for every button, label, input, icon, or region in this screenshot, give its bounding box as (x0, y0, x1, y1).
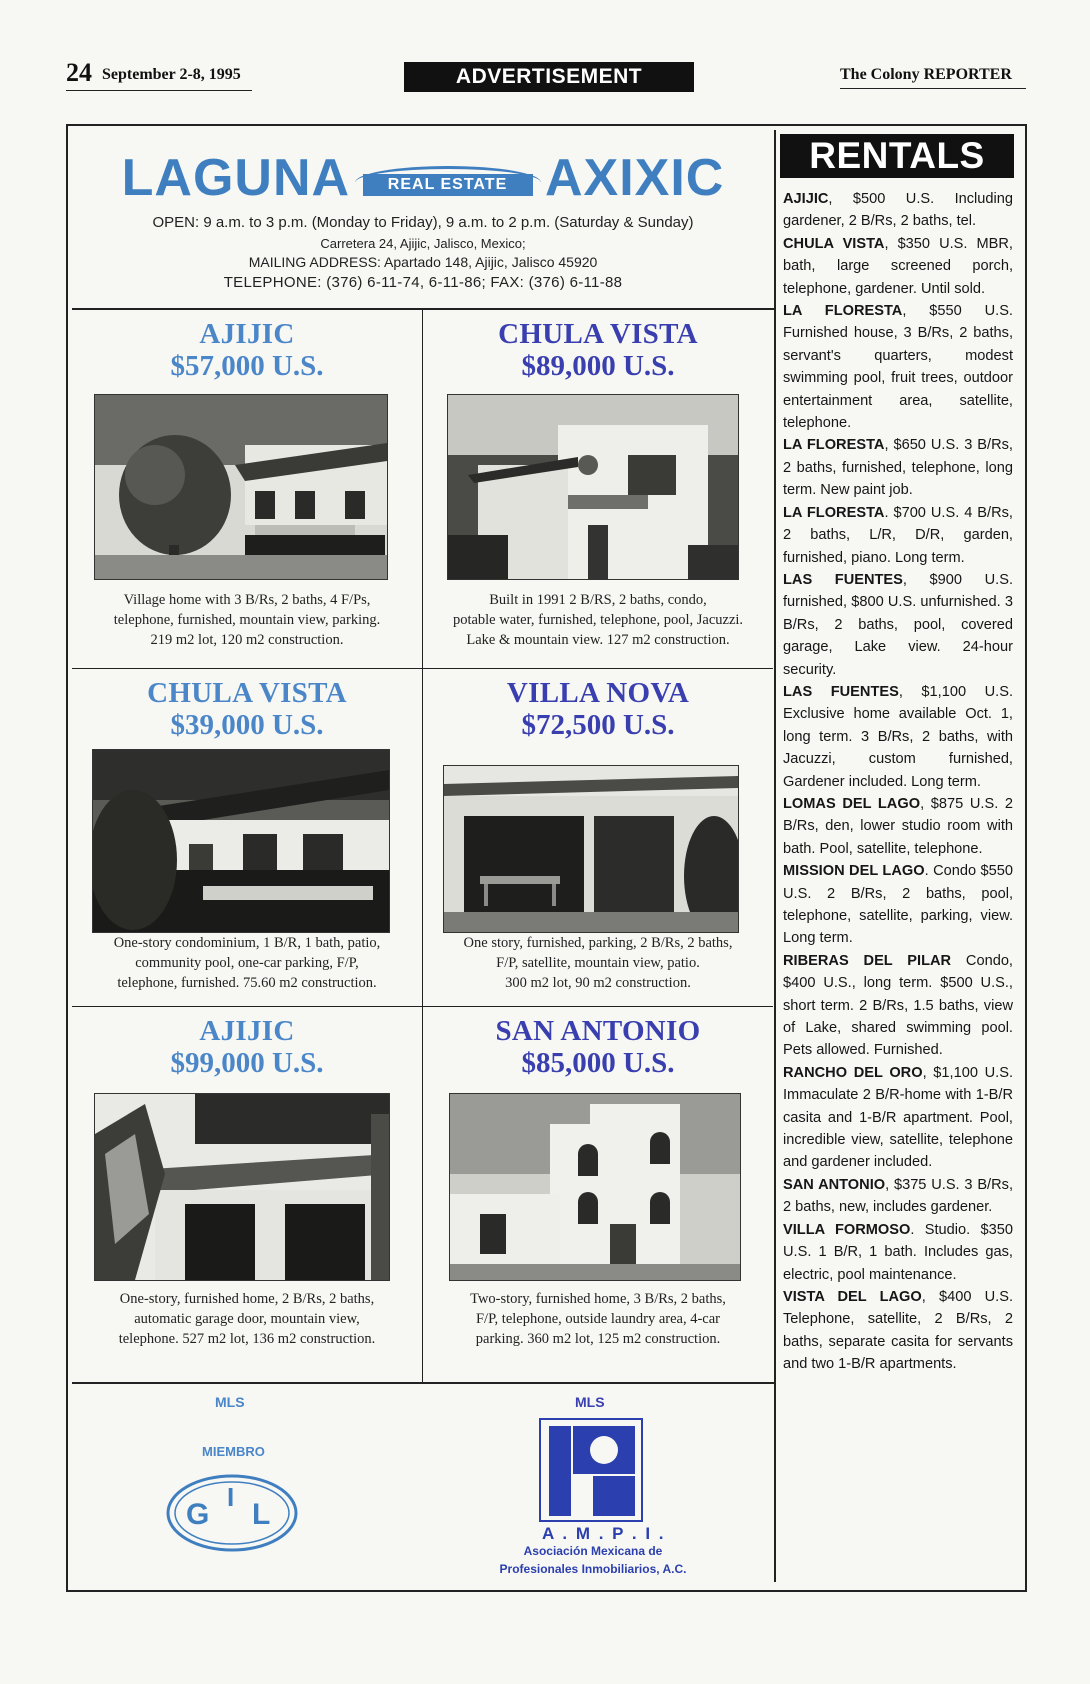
rental-place: LA FLORESTA (783, 437, 885, 454)
listing-description-line: Built in 1991 2 B/RS, 2 baths, condo, (489, 592, 707, 608)
rental-item (783, 569, 1013, 681)
listing-location: CHULA VISTA (147, 677, 347, 709)
mls-label-right: MLS (575, 1394, 605, 1410)
listing-description (427, 590, 769, 650)
rental-place: LOMAS DEL LAGO (783, 795, 921, 812)
rental-details: , $500 U.S. Including gardener, 2 B/Rs, 2 baths, tel. (783, 191, 1013, 230)
rental-item (783, 950, 1013, 1062)
rental-place: MISSION DEL LAGO (783, 863, 925, 880)
ampi-acronym: A . M . P . I . (542, 1524, 666, 1543)
rental-item (783, 860, 1013, 950)
rental-details: . Studio. $350 U.S. 1 B/R, 1 bath. Includes gas, electric, pool maintenance. (783, 1221, 1013, 1283)
office-hours: OPEN: 9 a.m. to 3 p.m. (Monday to Friday), 9 a.m. to 2 p.m. (Saturday & Sunday) (152, 214, 694, 231)
rental-item (783, 1174, 1013, 1219)
newspaper-name: The Colony REPORTER (840, 66, 1012, 83)
listing-description (76, 933, 418, 993)
masthead-rule-left (66, 90, 252, 91)
listing-description-line: 219 m2 lot, 120 m2 construction. (150, 632, 344, 648)
listing-description-line: 300 m2 lot, 90 m2 construction. (505, 975, 691, 991)
ampi-logo-icon (539, 1418, 643, 1522)
listing-description (76, 590, 418, 650)
listing-location: SAN ANTONIO (495, 1015, 701, 1047)
rentals-title: RENTALS (780, 134, 1014, 178)
listing-description-line: telephone, furnished. 75.60 m2 construction. (117, 975, 377, 991)
rental-details: , $400 U.S. Telephone, satellite, 2 B/Rs, 2 baths, separate casita for servants and two 1-B/R apartments. (783, 1288, 1013, 1373)
rental-item (783, 188, 1013, 233)
affiliation-logos (72, 1382, 774, 1582)
rental-details: , $1,100 U.S. Exclusive home available Oct. 1, long term. 3 B/Rs, 2 baths, with Jacuzzi, custom furnished, Gardener included. Long term. (783, 683, 1013, 790)
listing-description-line: Lake & mountain view. 127 m2 construction. (466, 632, 730, 648)
rental-details: , $1,100 U.S. Immaculate 2 B/R-home with 1-B/R casita and 1-B/R apartment. Pool, incredible view, satellite, telephone and gardener included. (783, 1064, 1014, 1171)
listing-description-line: telephone, furnished, mountain view, parking. (113, 612, 381, 628)
ampi-name-line-1: Asociación Mexicana de (523, 1544, 663, 1558)
rentals-list (783, 188, 1013, 1376)
listing-description-line: automatic garage door, mountain view, (134, 1311, 360, 1327)
rental-details: Condo, $400 U.S., long term. $500 U.S., short term. 2 B/Rs, 1.5 baths, view of Lake, shared swimming pool. Pets allowed. Furnished. (783, 952, 1013, 1059)
listing-price: $57,000 U.S. (170, 350, 324, 382)
gil-letter-i: I (227, 1482, 235, 1512)
rentals-column (776, 130, 1019, 1582)
rental-place: LA FLORESTA (783, 504, 885, 521)
page-number: 24 (66, 58, 92, 87)
rental-place: LA FLORESTA (783, 303, 903, 320)
rental-details: , $650 U.S. 3 B/Rs, 2 baths, furnished, telephone, long term. New paint job. (783, 437, 1013, 499)
rental-item (783, 1062, 1013, 1174)
miembro-label: MIEMBRO (202, 1444, 265, 1459)
gil-letter-l: L (252, 1498, 271, 1531)
gil-letter-g: G (186, 1498, 210, 1531)
rental-details: . Condo $550 U.S. 2 B/Rs, 2 baths, pool, telephone, satellite, parking, view. Long term. (783, 863, 1013, 947)
listing-description-line: Two-story, furnished home, 3 B/Rs, 2 baths, (470, 1291, 726, 1307)
listing-photo (94, 394, 388, 580)
listing-location: AJIJIC (199, 1015, 295, 1047)
gil-logo (164, 1472, 300, 1554)
listing-description (427, 933, 769, 993)
listing-description (427, 1289, 769, 1349)
telephone-fax: TELEPHONE: (376) 6-11-74, 6-11-86; FAX: (376) 6-11-88 (223, 274, 623, 291)
rental-item (783, 793, 1013, 860)
listing-photo (94, 1093, 390, 1281)
listing-price: $39,000 U.S. (170, 709, 324, 741)
listing-price: $85,000 U.S. (521, 1047, 675, 1079)
rental-place: VILLA FORMOSO (783, 1221, 911, 1238)
agency-advertisement (72, 130, 776, 1582)
rental-item (783, 233, 1013, 300)
rental-place: AJIJIC (783, 191, 829, 207)
mailing-address: MAILING ADDRESS: Apartado 148, Ajijic, Jalisco 45920 (248, 254, 598, 270)
listing-card (72, 669, 423, 1007)
listing-location: CHULA VISTA (498, 318, 698, 350)
rental-details: , $550 U.S. Furnished house, 3 B/Rs, 2 baths, servant's quarters, modest swimming pool, fruit trees, outdoor entertainment area, satellite, telephone. (783, 303, 1013, 432)
rental-item (783, 1286, 1013, 1376)
rental-place: RANCHO DEL ORO (783, 1064, 923, 1081)
agency-header (72, 130, 774, 310)
rental-place: LAS FUENTES (783, 683, 899, 700)
listing-photo (447, 394, 739, 580)
listing-description-line: F/P, telephone, outside laundry area, 4-car (475, 1311, 720, 1327)
listing-location: AJIJIC (199, 318, 295, 350)
listing-card (423, 669, 773, 1007)
rental-details: . $700 U.S. 4 B/Rs, 2 baths, L/R, D/R, garden, furnished, piano. Long term. (783, 504, 1013, 566)
listing-description-line: F/P, satellite, mountain view, patio. (496, 955, 700, 971)
rental-place: LAS FUENTES (783, 571, 903, 588)
listing-description-line: telephone. 527 m2 lot, 136 m2 construction. (118, 1331, 376, 1347)
logo-word-axixic: AXIXIC (544, 149, 725, 207)
listing-description (76, 1289, 418, 1349)
rental-item (783, 1219, 1013, 1286)
listing-card (423, 310, 773, 669)
rental-details: , $875 U.S. 2 B/Rs, den, lower studio room with bath. Pool, satellite, telephone. (783, 795, 1013, 857)
listing-price: $99,000 U.S. (170, 1047, 324, 1079)
listing-card (72, 1007, 423, 1382)
logo-badge: REAL ESTATE (363, 174, 533, 196)
logo-word-laguna: LAGUNA (121, 149, 351, 207)
mls-label-left: MLS (215, 1394, 245, 1410)
listing-card (423, 1007, 773, 1382)
rental-place: VISTA DEL LAGO (783, 1288, 922, 1305)
listing-description-line: One story, furnished, parking, 2 B/Rs, 2 baths, (463, 935, 733, 951)
listing-description-line: One-story condominium, 1 B/R, 1 bath, patio, (113, 935, 381, 951)
listing-photo (449, 1093, 741, 1281)
rental-place: SAN ANTONIO (783, 1176, 886, 1193)
listing-photo (443, 765, 739, 933)
masthead-rule-right (840, 88, 1026, 89)
street-address: Carretera 24, Ajijic, Jalisco, Mexico; (320, 236, 526, 251)
agency-logo (72, 148, 774, 210)
listing-description-line: Village home with 3 B/Rs, 2 baths, 4 F/Ps, (123, 592, 371, 608)
rental-place: RIBERAS DEL PILAR (783, 952, 952, 969)
listing-card (72, 310, 423, 669)
listing-description-line: parking. 360 m2 lot, 125 m2 construction. (475, 1331, 721, 1347)
listing-description-line: potable water, furnished, telephone, pool, Jacuzzi. (452, 612, 744, 628)
rental-place: CHULA VISTA (783, 235, 885, 252)
listing-location: VILLA NOVA (506, 677, 690, 709)
rental-details: , $375 U.S. 3 B/Rs, 2 baths, new, includes gardener. (783, 1176, 1014, 1216)
listing-price: $72,500 U.S. (521, 709, 675, 741)
rental-details: , $900 U.S. furnished, $800 U.S. unfurnished. 3 B/Rs, 2 baths, pool, covered garage, Lake view. 24-hour security. (783, 571, 1014, 678)
rental-item (783, 434, 1013, 501)
logo-emblem (355, 152, 541, 204)
advertisement-banner: ADVERTISEMENT (404, 62, 694, 92)
listing-description-line: community pool, one-car parking, F/P, (135, 955, 359, 971)
ampi-name-line-2: Profesionales Inmobiliarios, A.C. (499, 1562, 687, 1576)
rental-item (783, 681, 1013, 793)
rental-details: , $350 U.S. MBR, bath, large screened porch, telephone, gardener. Until sold. (783, 235, 1013, 297)
listing-description-line: One-story, furnished home, 2 B/Rs, 2 baths, (119, 1291, 375, 1307)
rental-item (783, 300, 1013, 434)
listing-price: $89,000 U.S. (521, 350, 675, 382)
listing-photo (92, 749, 390, 933)
rental-item (783, 502, 1013, 569)
issue-date: September 2-8, 1995 (102, 66, 241, 83)
